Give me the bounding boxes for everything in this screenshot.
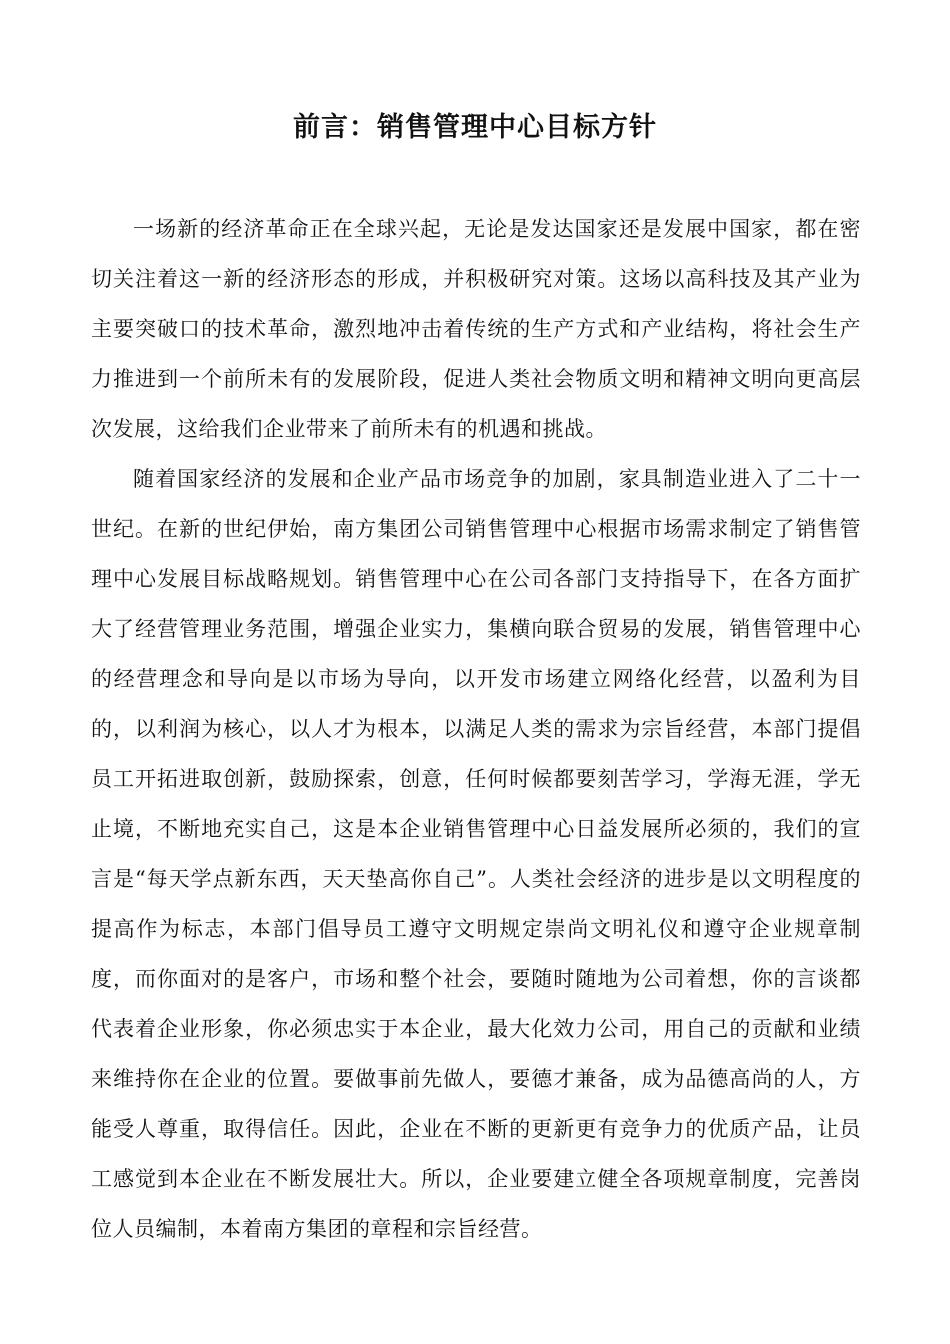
page-title: 前言：销售管理中心目标方针: [293, 112, 657, 143]
document-body: [91, 204, 861, 1254]
paragraph-strategy: 随着国家经济的发展和企业产品市场竞争的加剧，家具制造业进入了二十一世纪。在新的世纪伊始，南方集团公司销售管理中心根据市场需求制定了销售管理中心发展目标战略规划。销售管理中心在公司各部门支持指导下，在各方面扩大了经营管理业务范围，增强企业实力，集横向联合贸易的发展，销售管理中心的经营理念和导向是以市场为导向，以开发市场建立网络化经营，以盈利为目的，以利润为核心，以人才为根本，以满足人类的需求为宗旨经营，本部门提倡员工开拓进取创新，鼓励探索，创意，任何时候都要刻苦学习，学海无涯，学无止境，不断地充实自己，这是本企业销售管理中心日益发展所必须的，我们的宣言是“每天学点新东西，天天垫高你自己”。人类社会经济的进步是以文明程度的提高作为标志，本部门倡导员工遵守文明规定崇尚文明礼仪和遵守企业规章制度，而你面对的是客户，市场和整个社会，要随时随地为公司着想，你的言谈都代表着企业形象，你必须忠实于本企业，最大化效力公司，用自己的贡献和业绩来维持你在企业的位置。要做事前先做人，要德才兼备，成为品德高尚的人，方能受人尊重，取得信任。因此，企业在不断的更新更有竞争力的优质产品，让员工感觉到本企业在不断发展壮大。所以，企业要建立健全各项规章制度，完善岗位人员编制，本着南方集团的章程和宗旨经营。: [91, 467, 861, 1241]
paragraph-intro: 一场新的经济革命正在全球兴起，无论是发达国家还是发展中国家，都在密切关注着这一新的经济形态的形成，并积极研究对策。这场以高科技及其产业为主要突破口的技术革命，激烈地冲击着传统的生产方式和产业结构，将社会生产力推进到一个前所未有的发展阶段，促进人类社会物质文明和精神文明向更高层次发展，这给我们企业带来了前所未有的机遇和挑战。: [91, 217, 861, 441]
